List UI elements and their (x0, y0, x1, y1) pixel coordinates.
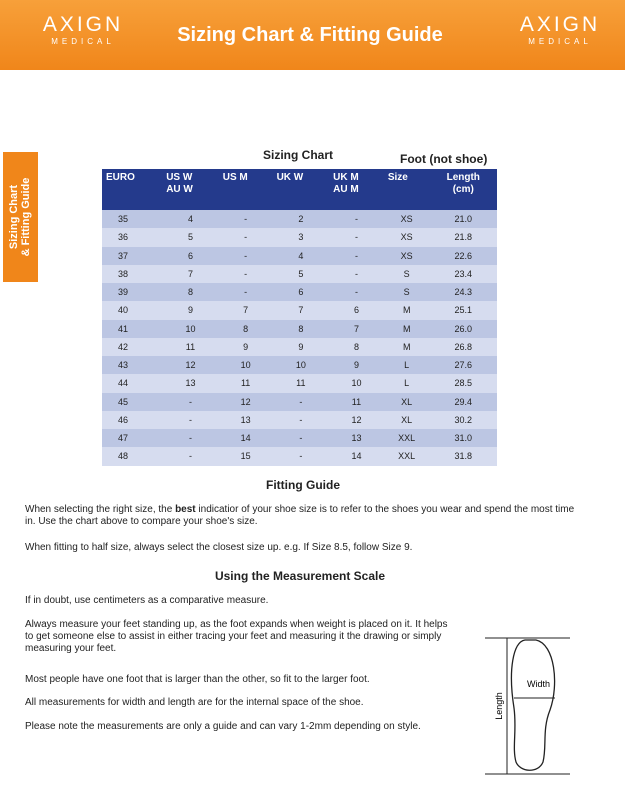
table-row (102, 301, 497, 319)
table-cell: 12 (162, 356, 219, 374)
table-cell: M (384, 320, 430, 338)
table-cell: 6 (273, 283, 330, 301)
table-cell: 26.8 (430, 338, 497, 356)
header-cell-line: Length (446, 172, 480, 183)
brand-sub: MEDICAL (528, 37, 592, 46)
brand-logo-right (505, 14, 615, 48)
table-cell: 7 (162, 265, 219, 283)
table-row (102, 338, 497, 356)
table-cell: 38 (102, 265, 162, 283)
table-cell: - (273, 411, 330, 429)
table-row (102, 228, 497, 246)
table-cell: XXL (384, 429, 430, 447)
table-cell: 9 (273, 338, 330, 356)
table-cell: 41 (102, 320, 162, 338)
table-cell: 9 (219, 338, 273, 356)
table-cell: - (273, 447, 330, 465)
table-cell: XL (384, 393, 430, 411)
header-cell-line: AU W (166, 184, 193, 195)
table-cell: 37 (102, 247, 162, 265)
header-cell-line: US W (166, 172, 193, 183)
table-cell: 14 (329, 447, 384, 465)
table-cell: 10 (329, 374, 384, 392)
length-label: Length (494, 692, 504, 720)
table-header-row (102, 169, 497, 210)
table-cell: 11 (219, 374, 273, 392)
table-header-cell (430, 169, 497, 210)
fitting-p1-end: indicatior of your shoe size is to refer to the shoes you wear and spend the most time in. Use the chart above to compare your shoe's size. (25, 504, 575, 527)
table-row (102, 247, 497, 265)
table-row (102, 356, 497, 374)
header-cell-line: UK M (333, 172, 359, 183)
table-cell: - (219, 210, 273, 228)
table-cell: XS (384, 210, 430, 228)
table-cell: 40 (102, 301, 162, 319)
table-cell: XS (384, 228, 430, 246)
fitting-guide-title: Fitting Guide (266, 478, 340, 492)
header-cell-line: US M (222, 172, 248, 183)
page-title: Sizing Chart & Fitting Guide (177, 24, 443, 46)
header-cell-line: (cm) (452, 184, 474, 195)
table-cell: - (329, 210, 384, 228)
table-row (102, 283, 497, 301)
table-cell: 27.6 (430, 356, 497, 374)
table-cell: 11 (329, 393, 384, 411)
table-header-cell (219, 169, 273, 210)
table-cell: 22.6 (430, 247, 497, 265)
measurement-paragraph-5: Please note the measurements are only a guide and can vary 1-2mm depending on style. (25, 721, 421, 732)
table-cell: XXL (384, 447, 430, 465)
table-cell: 11 (162, 338, 219, 356)
table-cell: 35 (102, 210, 162, 228)
brand-logo-left (28, 14, 138, 48)
width-label: Width (527, 679, 551, 689)
table-cell: 45 (102, 393, 162, 411)
fitting-paragraph-1 (25, 504, 585, 528)
table-cell: - (162, 447, 219, 465)
table-cell: 4 (273, 247, 330, 265)
table-cell: S (384, 265, 430, 283)
table-cell: - (273, 393, 330, 411)
header-banner (0, 0, 625, 70)
header-cell-line: EURO (106, 172, 135, 183)
table-cell: 23.4 (430, 265, 497, 283)
side-tab-line-2: & Fitting Guide (20, 177, 32, 257)
table-cell: 6 (162, 247, 219, 265)
table-cell: - (219, 247, 273, 265)
table-cell: 6 (329, 301, 384, 319)
table-cell: 5 (162, 228, 219, 246)
table-header-cell (329, 169, 384, 210)
table-cell: - (329, 228, 384, 246)
table-cell: L (384, 374, 430, 392)
table-cell: 46 (102, 411, 162, 429)
fitting-p1-start: When selecting the right size, the (25, 504, 176, 515)
table-body (102, 210, 497, 466)
table-cell: 10 (273, 356, 330, 374)
table-cell: 2 (273, 210, 330, 228)
table-cell: M (384, 338, 430, 356)
table-row (102, 210, 497, 228)
table-cell: 7 (329, 320, 384, 338)
table-cell: 43 (102, 356, 162, 374)
table-header-cell (273, 169, 330, 210)
table-cell: 48 (102, 447, 162, 465)
table-cell: - (329, 247, 384, 265)
table-cell: 12 (329, 411, 384, 429)
measurement-title: Using the Measurement Scale (214, 569, 386, 583)
brand-name: AXIGN (519, 13, 601, 36)
table-row (102, 320, 497, 338)
table-cell: 8 (329, 338, 384, 356)
table-cell: - (219, 228, 273, 246)
table-cell: 26.0 (430, 320, 497, 338)
measurement-paragraph-2: Always measure your feet standing up, as the foot expands when weight is placed on it. It helps to get someone else to assist in either tracing your feet and measuring it the drawing or simply measuring your feet. (25, 619, 448, 654)
table-cell: 5 (273, 265, 330, 283)
table-cell: S (384, 283, 430, 301)
fitting-paragraph-2: When fitting to half size, always select the closest size up. e.g. If Size 8.5, follow Size 9. (25, 542, 413, 553)
table-cell: 31.8 (430, 447, 497, 465)
table-cell: 21.8 (430, 228, 497, 246)
header-cell-line: Size (387, 172, 408, 183)
table-header-cell (384, 169, 430, 210)
header-cell-line: UK W (276, 172, 304, 183)
table-row (102, 429, 497, 447)
sizing-table (102, 169, 497, 466)
measurement-paragraph-4: All measurements for width and length are for the internal space of the shoe. (25, 697, 364, 708)
table-cell: 36 (102, 228, 162, 246)
sizing-chart-title: Sizing Chart (262, 148, 333, 162)
table-cell: - (162, 411, 219, 429)
table-cell: 21.0 (430, 210, 497, 228)
table-cell: 39 (102, 283, 162, 301)
table-cell: - (329, 283, 384, 301)
table-cell: - (273, 429, 330, 447)
side-tab-label (8, 152, 32, 282)
table-cell: 7 (273, 301, 330, 319)
table-cell: 28.5 (430, 374, 497, 392)
table-cell: M (384, 301, 430, 319)
table-header-cell (162, 169, 219, 210)
table-row (102, 411, 497, 429)
table-cell: 8 (219, 320, 273, 338)
table-cell: XL (384, 411, 430, 429)
table-cell: 14 (219, 429, 273, 447)
table-cell: 25.1 (430, 301, 497, 319)
table-cell: 9 (162, 301, 219, 319)
table-cell: 3 (273, 228, 330, 246)
table-cell: 9 (329, 356, 384, 374)
header-cell-line: AU M (333, 184, 359, 195)
table-cell: 13 (219, 411, 273, 429)
table-cell: 30.2 (430, 411, 497, 429)
table-cell: - (162, 393, 219, 411)
table-cell: L (384, 356, 430, 374)
table-row (102, 265, 497, 283)
table-cell: 29.4 (430, 393, 497, 411)
measurement-paragraph-3: Most people have one foot that is larger than the other, so fit to the larger foot. (25, 674, 370, 685)
table-cell: 13 (162, 374, 219, 392)
table-cell: 8 (273, 320, 330, 338)
side-tab-line-1: Sizing Chart (8, 184, 20, 250)
table-cell: 8 (162, 283, 219, 301)
table-cell: 44 (102, 374, 162, 392)
table-cell: - (162, 429, 219, 447)
table-cell: 24.3 (430, 283, 497, 301)
table-cell: XS (384, 247, 430, 265)
table-cell: 47 (102, 429, 162, 447)
table-cell: 11 (273, 374, 330, 392)
table-cell: 10 (162, 320, 219, 338)
table-cell: 12 (219, 393, 273, 411)
table-cell: 31.0 (430, 429, 497, 447)
table-cell: 42 (102, 338, 162, 356)
fitting-p1-bold: best (175, 504, 196, 515)
table-cell: 7 (219, 301, 273, 319)
table-cell: - (219, 283, 273, 301)
measurement-paragraph-1: If in doubt, use centimeters as a comparative measure. (25, 595, 269, 606)
table-cell: 15 (219, 447, 273, 465)
table-row (102, 447, 497, 465)
table-cell: - (329, 265, 384, 283)
foot-note: Foot (not shoe) (400, 152, 488, 166)
table-cell: 13 (329, 429, 384, 447)
side-tab (3, 152, 38, 282)
table-cell: - (219, 265, 273, 283)
table-row (102, 374, 497, 392)
brand-name: AXIGN (42, 13, 124, 36)
table-cell: 10 (219, 356, 273, 374)
brand-sub: MEDICAL (51, 37, 115, 46)
table-cell: 4 (162, 210, 219, 228)
table-row (102, 393, 497, 411)
foot-measurement-diagram (480, 630, 605, 780)
foot-outline-icon (511, 640, 554, 770)
table-header-cell (102, 169, 162, 210)
